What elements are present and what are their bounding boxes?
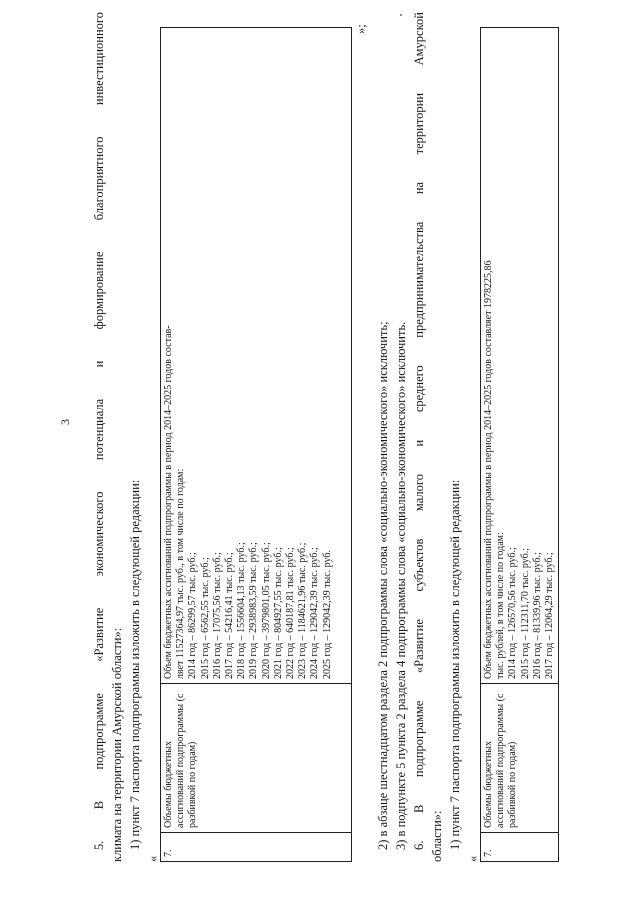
section5-item1: 1) пункт 7 паспорта подпрограммы изложить в следующей редакции: — [128, 479, 142, 850]
year-line: 2019 год – 2938983,59 тыс. руб.; — [248, 542, 260, 679]
page-number: 3 — [58, 419, 72, 425]
year-line: 2015 год – 112311,70 тыс. руб.; — [519, 547, 531, 679]
section6-open-quote: « — [466, 855, 480, 862]
section5-intro-line2: климата на территории Амурской области»: — [110, 627, 124, 862]
year-line: 2014 год – 126570,56 тыс. руб.; — [507, 547, 519, 679]
year-line: 2021 год – 804927,55 тыс. руб.; — [272, 547, 284, 679]
section5-intro-line1: 5. В подпрограмме «Развитие экономического потенциала и формирование благоприятного инвестиционного — [92, 12, 106, 850]
section6-table-num: 7. — [481, 833, 559, 862]
section5-close-quote: »; — [354, 24, 368, 34]
section6-item1: 1) пункт 7 паспорта подпрограммы изложить в следующей редакции: — [448, 479, 462, 850]
year-line: 2025 год – 129042,39 тыс. руб. — [321, 549, 333, 679]
section5-summary-line1: Объем бюджетных ассигнований подпрограммы в период 2014–2025 годов состав- — [163, 325, 174, 679]
year-line: 2018 год – 1556604,13 тыс. руб.; — [236, 542, 248, 679]
section5-summary-line2: ляет 11527364,97 тыс. руб., в том числе по годам: — [175, 468, 187, 679]
year-line: 2017 год – 54216,41 тыс. руб.; — [224, 552, 236, 679]
section6-summary-line2: тыс. рублей, в том числе по годам: — [495, 532, 507, 679]
year-line: 2023 год – 1184621,96 тыс. руб.; — [297, 542, 309, 679]
section5-table-name: Объемы бюджетных ассигнований подпрограммы (с разбивкой по годам) — [161, 684, 352, 833]
year-line: 2024 год – 129042,39 тыс. руб.; — [309, 547, 321, 679]
stray-mark — [400, 14, 402, 16]
year-line: 2016 год – 81339,96 тыс. руб.; — [531, 552, 543, 679]
year-line: 2014 год – 86299,57 тыс. руб.; — [187, 552, 199, 679]
year-line: 2017 год – 12064,29 тыс. руб.; — [544, 552, 556, 679]
section6-table-values — [481, 28, 559, 684]
section5-table-num: 7. — [161, 833, 352, 862]
section6-summary-line1: Объем бюджетных ассигнований подпрограммы в период 2014–2025 годов составляет 1978225,86 — [483, 260, 494, 679]
section5-item2: 2) в абзаце шестнадцатом раздела 2 подпрограммы слова «социально-экономического» исключить; — [376, 321, 390, 850]
rotated-page-content — [88, 12, 640, 862]
section6-passport-table — [480, 27, 559, 862]
section5-open-quote: « — [146, 855, 160, 862]
year-line: 2016 год – 17075,56 тыс. руб.; — [211, 552, 223, 679]
section6-table-name: Объемы бюджетных ассигнований подпрограммы (с разбивкой по годам) — [481, 684, 559, 833]
section5-passport-table — [160, 27, 352, 862]
year-line: 2022 год – 640187,81 тыс. руб.; — [285, 547, 297, 679]
section5-item3: 3) в подпункте 5 пункта 2 раздела 4 подпрограммы слова «социально-экономического» исключить. — [394, 321, 408, 850]
section6-intro-line2: области»: — [430, 810, 444, 862]
section5-table-values — [161, 28, 352, 684]
year-line: 2020 год – 3979801,05 тыс. руб.; — [260, 542, 272, 679]
section6-intro-line1: 6. В подпрограмме «Развитие субъектов малого и среднего предпринимательства на территории Амурской — [412, 12, 426, 850]
year-line: 2015 год – 6562,55 тыс. руб.; — [199, 557, 211, 679]
